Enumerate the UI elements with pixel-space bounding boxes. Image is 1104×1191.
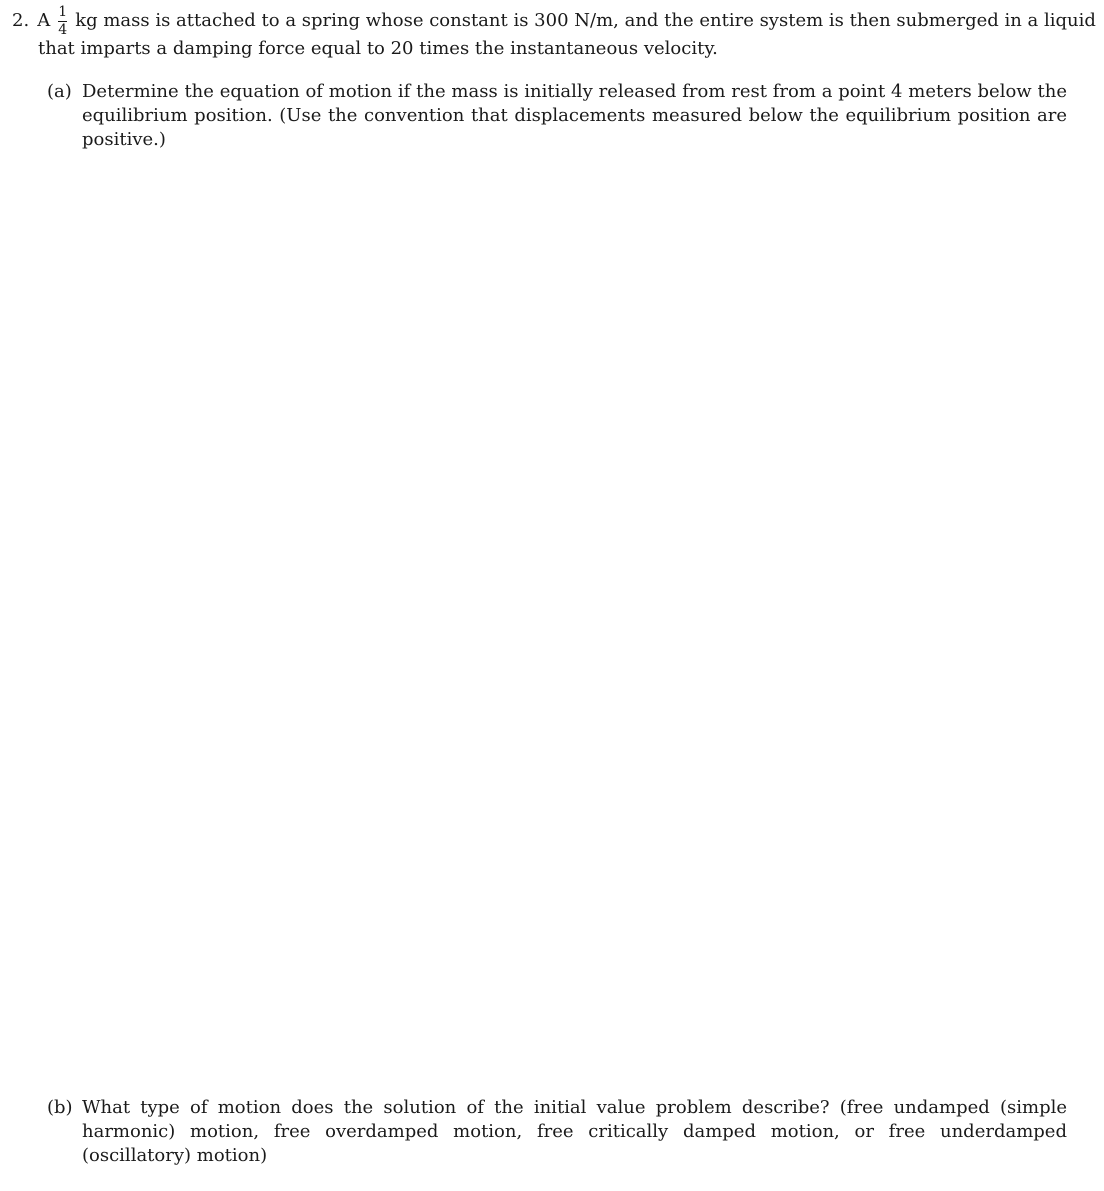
mass-fraction	[58, 3, 68, 38]
problem-line-2: that imparts a damping force equal to 20 times the instantaneous velocity.	[38, 38, 718, 59]
problem-number: 2.	[12, 10, 30, 31]
part-a	[47, 80, 1067, 152]
problem-statement	[12, 3, 1096, 64]
part-b-text: What type of motion does the solution of the initial value problem describe? (free undamped (simple harmonic) motion, free overdamped motion, free critically damped motion, or free underdamped (oscillatory) motion)	[82, 1097, 1067, 1166]
part-b	[47, 1096, 1067, 1168]
part-a-label: (a)	[47, 81, 72, 102]
problem-line-1-text: kg mass is attached to a spring whose constant is 300 N/m, and the entire system is then submerged in a liquid	[75, 10, 1096, 31]
fraction-numerator: 1	[58, 3, 68, 20]
intro-article: A	[37, 10, 51, 31]
answer-space	[47, 160, 1067, 1080]
part-a-text: Determine the equation of motion if the mass is initially released from rest from a point 4 meters below the equilibrium position. (Use the convention that displacements measured below the equilibrium position are positive.)	[82, 81, 1067, 150]
fraction-denominator: 4	[58, 21, 68, 38]
problem-line-1	[12, 3, 1096, 38]
part-b-label: (b)	[47, 1097, 73, 1118]
